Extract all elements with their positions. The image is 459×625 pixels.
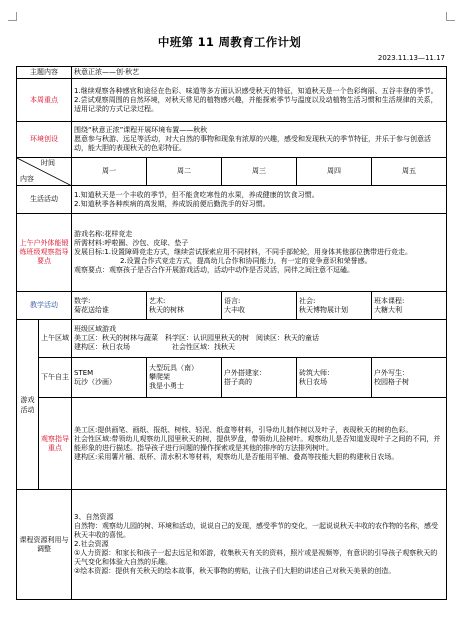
focus-line: 1.继续观察各种感官和途径在色彩、味道等多方面认识感受秋天的特征，知道秋天是一个色彩绚丽、五谷丰登的季节。	[74, 86, 438, 95]
teaching-item	[72, 292, 147, 320]
teaching-category: 艺术:	[149, 296, 166, 305]
resources-content	[72, 490, 447, 600]
page-corner-mark	[446, 12, 455, 21]
day-wednesday: 周三	[222, 158, 297, 186]
afternoon-text: 户外写生：	[374, 368, 409, 377]
teaching-category: 班本课程:	[374, 296, 405, 305]
theme-value: 秋意正浓——创·秋艺	[72, 67, 447, 79]
afternoon-text: 玩沙（沙画）	[74, 377, 116, 386]
life-content	[72, 186, 447, 214]
outdoor-materials: 所需材料:呼啦圈、沙包、皮球、垫子	[74, 239, 189, 247]
outdoor-goal-2: 2.设置合作式竞走方式，提高幼儿合作和协同能力，有一定的竞争意识和荣誉感。	[120, 257, 372, 265]
resources-line: ①人力资源：和家长和孩子一起去远足和郊游，收集秋天有关的资料，照片或是视频等，有意识的引导孩子观察秋天的天气变化和体验大自然的乐趣。	[74, 549, 438, 566]
teaching-label: 教学活动	[17, 292, 72, 320]
day-friday: 周五	[372, 158, 447, 186]
outdoor-label: 上午户外体能锻炼班级观察指导要点	[17, 214, 72, 292]
header-row	[17, 158, 447, 186]
game-activity-label: 游戏活动	[17, 320, 39, 490]
afternoon-text: 砖筑大师：	[299, 368, 334, 377]
afternoon-text: STEM	[74, 368, 94, 377]
afternoon-text: 攀爬架	[149, 373, 170, 381]
date-range: 2023.11.13—11.17	[377, 54, 445, 62]
afternoon-cell	[372, 358, 447, 398]
observe-line: 建构区:采用薯片桶、纸杯、清水积木等材料，观察幼儿是否能用平铺、叠高等技能大胆的构建秋日农场。	[74, 452, 399, 461]
focus-label: 本周重点	[17, 79, 72, 122]
time-content-header	[17, 158, 72, 186]
life-row	[17, 186, 447, 214]
resources-label: 课程资源利用与调整	[17, 490, 72, 600]
teaching-item	[222, 292, 297, 320]
weekly-plan-table	[16, 66, 447, 600]
focus-content	[72, 79, 447, 122]
afternoon-cell	[297, 358, 372, 398]
afternoon-cell	[222, 358, 297, 398]
afternoon-text: 户外搭建家：	[224, 368, 266, 377]
teaching-item	[297, 292, 372, 320]
afternoon-text: 搭子高的	[224, 377, 252, 386]
life-label: 生活活动	[17, 186, 72, 214]
resources-line: 3、自然资源	[74, 513, 114, 521]
focus-line: 2.尝试观察周围的自然环境，对秋天常见的植物感兴趣，并能探索季节与温度以及动植物生活习惯和生活规律的关系，适用记录的方式记录过程。	[74, 95, 438, 113]
afternoon-cell	[72, 358, 147, 398]
life-line: 1.知道秋天是一个丰收的季节，但不能贪吃寒性的水果，养成健康的饮食习惯。	[74, 190, 319, 199]
outdoor-row	[17, 214, 447, 292]
day-monday: 周一	[72, 158, 147, 186]
outdoor-observe: 观察要点：观察孩子是否合作开展游戏活动，活动中动作是否灵活，同伴之间注意不逗磕。	[74, 266, 354, 274]
teaching-item	[147, 292, 222, 320]
teaching-category: 语言:	[224, 296, 241, 305]
environment-label: 环境创设	[17, 122, 72, 158]
morning-line: 建构区：秋日农场 社会性区域：找秋天	[74, 343, 235, 351]
content-label: 内容	[20, 175, 34, 183]
page-corner-mark	[8, 12, 17, 21]
game-afternoon-label: 下午自主	[39, 358, 72, 398]
resources-line: 自然物：观察幼儿园的树、环境和活动，说说自己的发现，感受季节的变化，一起说说秋天丰收的农作物的名称，感受秋天丰收的喜悦。	[74, 522, 438, 539]
theme-row	[17, 67, 447, 79]
day-thursday: 周四	[297, 158, 372, 186]
teaching-row	[17, 292, 447, 320]
outdoor-goal-1: 发展目标:1.设置障碍竞走方式，继续尝试探索应用不同材料，不同手部轮轮，用身体其他部位携带进行竞走。	[74, 248, 413, 256]
focus-row	[17, 79, 447, 122]
morning-line: 班级区域游戏	[74, 325, 116, 333]
morning-line: 美工区：秋天的树林与蔬菜 科学区：认识园里秋天的树 阅读区：秋天的童话	[74, 334, 319, 342]
environment-row	[17, 122, 447, 158]
afternoon-text: 我是小勇士	[149, 382, 184, 390]
game-afternoon-row	[17, 358, 447, 398]
afternoon-text: 校园格子树	[374, 377, 409, 386]
afternoon-cell	[147, 358, 222, 398]
afternoon-text: 秋日农场	[299, 377, 327, 386]
time-label: 时间	[41, 159, 55, 167]
resources-line: 2.社会资源	[74, 540, 109, 548]
environment-line: 围绕“秋意正浓”课程开展环境布置——秋秋	[74, 126, 208, 134]
observe-line: 美工区:提供画笔、画纸、报纸、树枝、轻泥、纸盒等材料，引导幼儿制作树以及叶子，表现秋天的树的色彩。	[74, 425, 413, 434]
teaching-item	[372, 292, 447, 320]
afternoon-text: 大型玩具（南）	[149, 364, 198, 372]
observe-line: 社会性区域:带领幼儿观察幼儿园里秋天的树，提供罗盘，带领幼儿捡树叶。观察幼儿是否知道发现叶子之间的不同，并能形象的进行描述。指导孩子进行问题的操作探索或是其他的排序的方法排列树叶。	[74, 434, 441, 452]
game-morning-content	[72, 320, 447, 358]
game-observe-row	[17, 398, 447, 490]
life-line: 2.知道秋季各种疾病的高发期，养成饭前便后勤洗手的好习惯。	[74, 199, 270, 208]
teaching-category: 社会:	[299, 296, 316, 305]
teaching-category: 数学:	[74, 296, 91, 305]
environment-content	[72, 122, 447, 158]
theme-label: 主题内容	[17, 67, 72, 79]
teaching-name: 大糖大利	[374, 305, 402, 314]
game-observe-content	[72, 398, 447, 490]
resources-line: ②绘本资源：提供有关秋天的绘本故事，秋天事物的剪贴，让孩子们大胆的讲述自己对秋天美景的创造。	[74, 567, 396, 575]
outdoor-content	[72, 214, 447, 292]
teaching-name: 大丰收	[224, 305, 245, 314]
day-tuesday: 周二	[147, 158, 222, 186]
game-morning-row	[17, 320, 447, 358]
page-title: 中班第 11 周教育工作计划	[157, 35, 302, 49]
resources-row	[17, 490, 447, 600]
environment-line: 愿意参与秋游、远足等活动，对大自然的事物和现象有浓厚的兴趣，感受和发现秋天的季节特征，并乐于参与创意活动，能大胆的表现秋天的色彩特征。	[74, 135, 431, 152]
teaching-name: 菊花送给谁	[74, 305, 109, 314]
game-observe-label: 观察指导重点	[39, 398, 72, 490]
game-morning-label: 上午区域	[39, 320, 72, 358]
outdoor-game: 游戏名称:花样竞走	[74, 230, 133, 238]
teaching-name: 秋天的树林	[149, 305, 184, 314]
teaching-name: 秋天博物展计划	[299, 305, 348, 314]
